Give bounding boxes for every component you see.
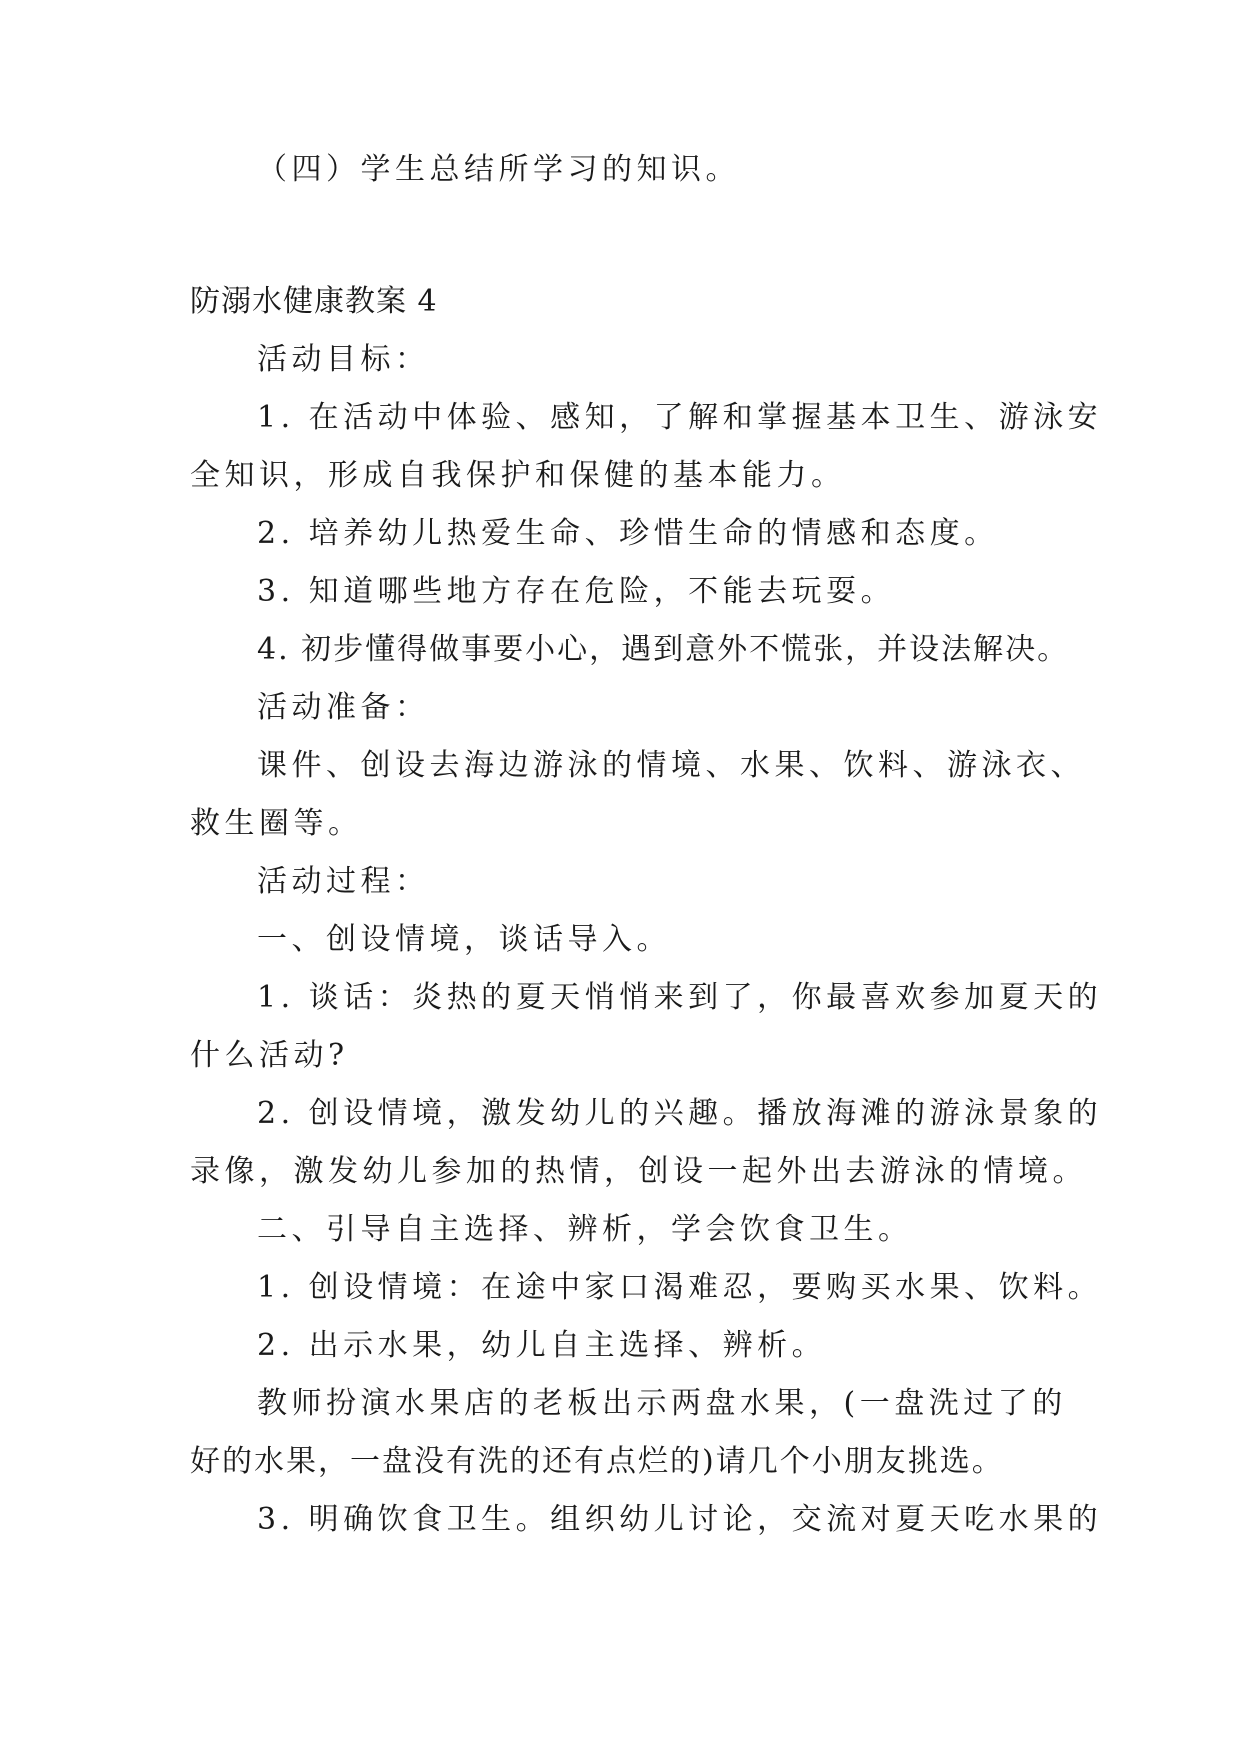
heading-activity-prep: 活动准备： <box>257 690 430 725</box>
prep-line-1: 课件、创设去海边游泳的情境、水果、饮料、游泳衣、 <box>257 748 1085 783</box>
step-2-2: 2. 出示水果，幼儿自主选择、辨析。 <box>257 1328 827 1363</box>
step-1-2-line-1: 2. 创设情境，激发幼儿的兴趣。播放海滩的游泳景象的 <box>257 1096 1103 1131</box>
section-title: 防溺水健康教案 4 <box>190 284 438 319</box>
step-2-1: 1. 创设情境：在途中家口渴难忍，要购买水果、饮料。 <box>257 1270 1103 1305</box>
heading-activity-process: 活动过程： <box>257 864 430 899</box>
paragraph-summary: （四）学生总结所学习的知识。 <box>257 152 740 187</box>
heading-activity-goals: 活动目标： <box>257 342 430 377</box>
step-2-2-detail-line-2: 好的水果，一盘没有洗的还有点烂的)请几个小朋友挑选。 <box>190 1444 1004 1479</box>
prep-line-2: 救生圈等。 <box>190 806 363 841</box>
step-1-1-line-2: 什么活动? <box>190 1038 349 1073</box>
goal-3: 3. 知道哪些地方存在危险，不能去玩耍。 <box>257 574 896 609</box>
goal-1-line-2: 全知识，形成自我保护和保健的基本能力。 <box>190 458 846 493</box>
step-1-1-line-1: 1. 谈话：炎热的夏天悄悄来到了，你最喜欢参加夏天的 <box>257 980 1103 1015</box>
goal-1-line-1: 1. 在活动中体验、感知，了解和掌握基本卫生、游泳安 <box>257 400 1103 435</box>
step-2-2-detail-line-1: 教师扮演水果店的老板出示两盘水果，(一盘洗过了的 <box>257 1386 1067 1421</box>
step-2-heading: 二、引导自主选择、辨析，学会饮食卫生。 <box>257 1212 913 1247</box>
goal-2: 2. 培养幼儿热爱生命、珍惜生命的情感和态度。 <box>257 516 999 551</box>
step-1-2-line-2: 录像，激发幼儿参加的热情，创设一起外出去游泳的情境。 <box>190 1154 1087 1189</box>
step-1-heading: 一、创设情境，谈话导入。 <box>257 922 671 957</box>
goal-4: 4. 初步懂得做事要小心，遇到意外不慌张，并设法解决。 <box>257 632 1070 667</box>
step-2-3-line-1: 3. 明确饮食卫生。组织幼儿讨论，交流对夏天吃水果的 <box>257 1502 1103 1537</box>
